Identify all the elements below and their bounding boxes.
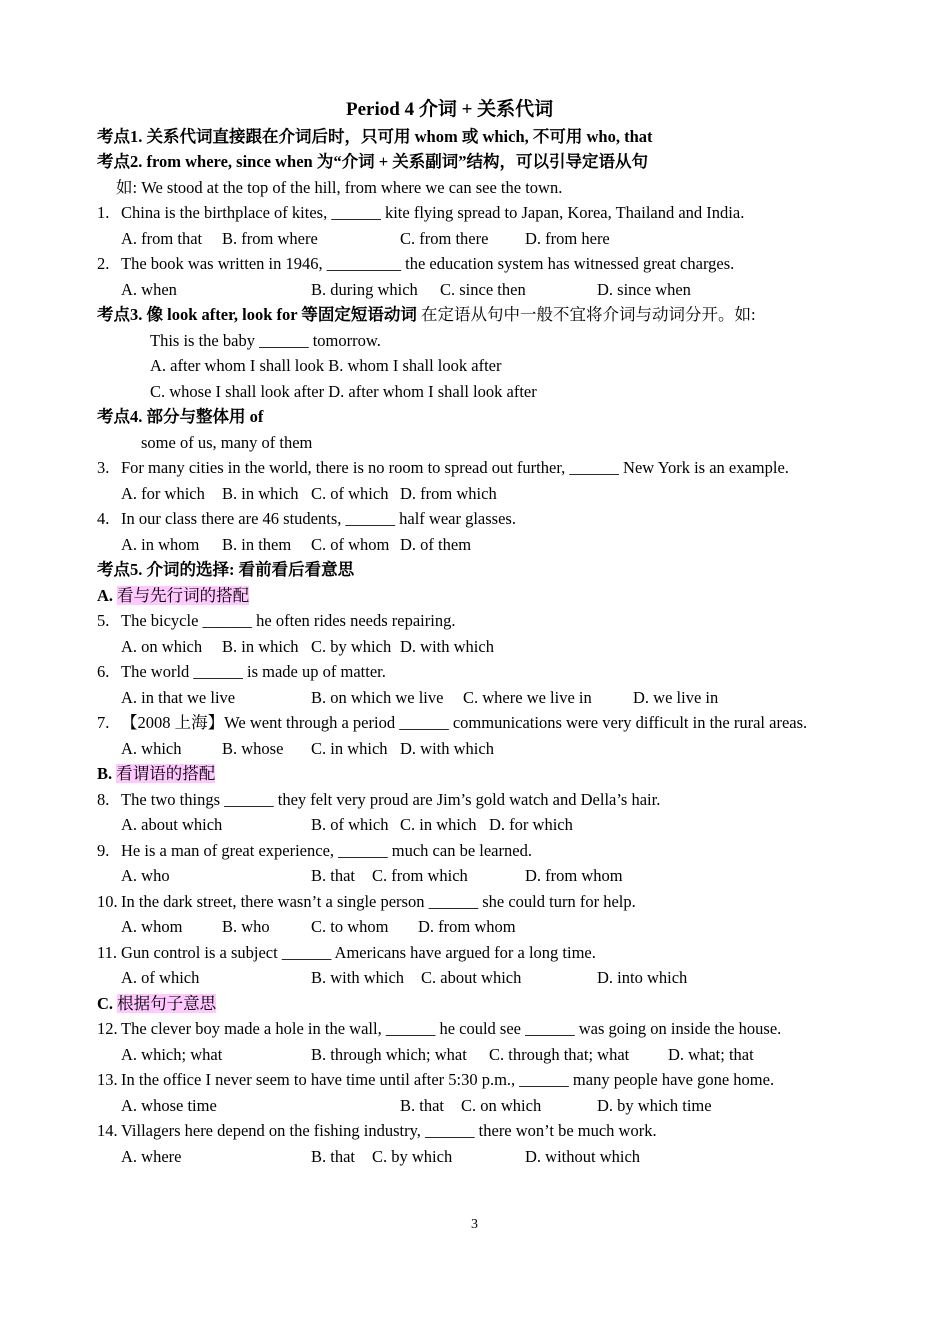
option-d: D. from whom [525, 866, 623, 885]
key-point-1: 考点1. 关系代词直接跟在介词后时，只可用 whom 或 which, 不可用 who, that [97, 127, 653, 146]
option-c: C. where we live in [463, 688, 592, 707]
option-d: D. of them [400, 535, 472, 554]
question-text: He is a man of great experience, ______ much can be learned. [121, 841, 532, 860]
option-d: D. into which [597, 968, 688, 987]
option-b: B. in them [222, 535, 292, 554]
option-a: A. whose time [121, 1096, 217, 1115]
question-text: In the office I never seem to have time until after 5:30 p.m., ______ many people have gone home. [121, 1070, 775, 1089]
subsection-title: 根据句子意思 [117, 994, 217, 1013]
key-point-2: 考点2. from where, since when 为“介词 + 关系副词”结构，可以引导定语从句 [97, 152, 648, 171]
question-12 [97, 1019, 781, 1039]
question-number: 6. [97, 662, 110, 681]
subsection-letter: A. [97, 586, 114, 605]
option-d: D. what; that [668, 1045, 754, 1064]
option-d: D. we live in [633, 688, 719, 707]
question-text: The bicycle ______ he often rides needs repairing. [121, 611, 456, 630]
key-point-4: 考点4. 部分与整体用 of [97, 407, 264, 426]
option-c: C. by which [372, 1147, 453, 1166]
option-c: C. by which [311, 637, 392, 656]
option-d: D. from here [525, 229, 610, 248]
option-a: A. about which [121, 815, 223, 834]
option-a: A. from that [121, 229, 203, 248]
key-point-5: 考点5. 介词的选择: 看前看后看意思 [97, 560, 355, 579]
option-a: A. on which [121, 637, 203, 656]
option-a: A. in that we live [121, 688, 236, 707]
option-b: B. with which [311, 968, 405, 987]
question-text: 【2008 上海】We went through a period ______ communications were very difficult in the rural areas. [121, 713, 808, 732]
option-b: B. that [311, 866, 355, 885]
subsection-title: 看与先行词的搭配 [117, 586, 250, 605]
question-14 [97, 1121, 657, 1141]
option-d: D. with which [400, 637, 494, 656]
question-number: 14. [97, 1121, 118, 1140]
question-number: 12. [97, 1019, 118, 1038]
key-point-2-example: 如: We stood at the top of the hill, from where we can see the town. [116, 178, 563, 197]
option-a: A. where [121, 1147, 182, 1166]
key-point-3-example: This is the baby ______ tomorrow. [150, 331, 381, 350]
question-text: The world ______ is made up of matter. [121, 662, 386, 681]
option-c: C. to whom [311, 917, 389, 936]
option-b: B. through which; what [311, 1045, 467, 1064]
option-c: C. from there [400, 229, 489, 248]
subsection-b [97, 764, 215, 784]
option-b: B. that [311, 1147, 355, 1166]
subsection-letter: B. [97, 764, 113, 783]
question-text: China is the birthplace of kites, ______ kite flying spread to Japan, Korea, Thailand and India. [121, 203, 745, 222]
option-c: C. about which [421, 968, 522, 987]
question-number: 2. [97, 254, 110, 273]
option-d: D. with which [400, 739, 494, 758]
question-text: The two things ______ they felt very proud are Jim’s gold watch and Della’s hair. [121, 790, 661, 809]
option-b: B. who [222, 917, 270, 936]
question-number: 1. [97, 203, 110, 222]
subsection-letter: C. [97, 994, 114, 1013]
option-a: A. which [121, 739, 182, 758]
option-b: B. during which [311, 280, 418, 299]
question-text: The book was written in 1946, _________ the education system has witnessed great charges. [121, 254, 735, 273]
question-10 [97, 892, 636, 912]
page-title: Period 4 介词 + 关系代词 [346, 99, 554, 120]
key-point-3-options-ab: A. after whom I shall look B. whom I shall look after [150, 356, 502, 375]
question-1 [97, 203, 744, 223]
question-2 [97, 254, 734, 274]
question-number: 3. [97, 458, 110, 477]
question-number: 10. [97, 892, 118, 911]
option-c: C. in which [311, 739, 388, 758]
option-b: B. in which [222, 484, 299, 503]
question-text: Villagers here depend on the fishing industry, ______ there won’t be much work. [121, 1121, 657, 1140]
question-3 [97, 458, 789, 478]
subsection-a [97, 586, 249, 606]
subsection-c [97, 994, 216, 1014]
question-number: 11. [97, 943, 118, 962]
question-number: 9. [97, 841, 110, 860]
option-a: A. whom [121, 917, 183, 936]
key-point-4-example: some of us, many of them [141, 433, 313, 452]
option-d: D. since when [597, 280, 691, 299]
question-text: The clever boy made a hole in the wall, ______ he could see ______ was going on inside the house. [121, 1019, 782, 1038]
option-d: D. without which [525, 1147, 641, 1166]
subsection-title: 看谓语的搭配 [116, 764, 216, 783]
question-11 [97, 943, 596, 963]
question-8 [97, 790, 660, 810]
question-text: Gun control is a subject ______ Americans have argued for a long time. [121, 943, 596, 962]
option-c: C. on which [461, 1096, 542, 1115]
question-6 [97, 662, 386, 682]
option-b: B. in which [222, 637, 299, 656]
key-point-3-options-cd: C. whose I shall look after D. after whom I shall look after [150, 382, 537, 401]
option-c: C. of which [311, 484, 389, 503]
option-b: B. from where [222, 229, 318, 248]
option-a: A. in whom [121, 535, 200, 554]
option-b: B. whose [222, 739, 284, 758]
option-c: C. since then [440, 280, 526, 299]
option-b: B. that [400, 1096, 444, 1115]
question-5 [97, 611, 455, 631]
option-d: D. from whom [418, 917, 516, 936]
question-number: 13. [97, 1070, 118, 1089]
question-number: 4. [97, 509, 110, 528]
page-number: 3 [471, 1217, 478, 1232]
option-c: C. in which [400, 815, 477, 834]
option-c: C. of whom [311, 535, 390, 554]
option-b: B. on which we live [311, 688, 444, 707]
question-number: 7. [97, 713, 110, 732]
question-13 [97, 1070, 774, 1090]
option-a: A. for which [121, 484, 205, 503]
question-number: 5. [97, 611, 110, 630]
option-a: A. who [121, 866, 170, 885]
question-9 [97, 841, 532, 861]
option-a: A. of which [121, 968, 200, 987]
option-d: D. from which [400, 484, 497, 503]
option-c: C. through that; what [489, 1045, 630, 1064]
option-d: D. by which time [597, 1096, 712, 1115]
question-4 [97, 509, 516, 529]
question-7 [97, 713, 807, 733]
option-a: A. which; what [121, 1045, 223, 1064]
question-text: In our class there are 46 students, ______ half wear glasses. [121, 509, 516, 528]
question-text: In the dark street, there wasn’t a single person ______ she could turn for help. [121, 892, 636, 911]
option-d: D. for which [489, 815, 573, 834]
option-a: A. when [121, 280, 177, 299]
question-text: For many cities in the world, there is no room to spread out further, ______ New York is an example. [121, 458, 789, 477]
option-c: C. from which [372, 866, 468, 885]
key-point-3 [97, 305, 756, 325]
question-number: 8. [97, 790, 110, 809]
key-point-3-heading: 考点3. 像 look after, look for 等固定短语动词 [97, 305, 417, 324]
key-point-3-note: 在定语从句中一般不宜将介词与动词分开。如: [416, 305, 756, 324]
option-b: B. of which [311, 815, 389, 834]
